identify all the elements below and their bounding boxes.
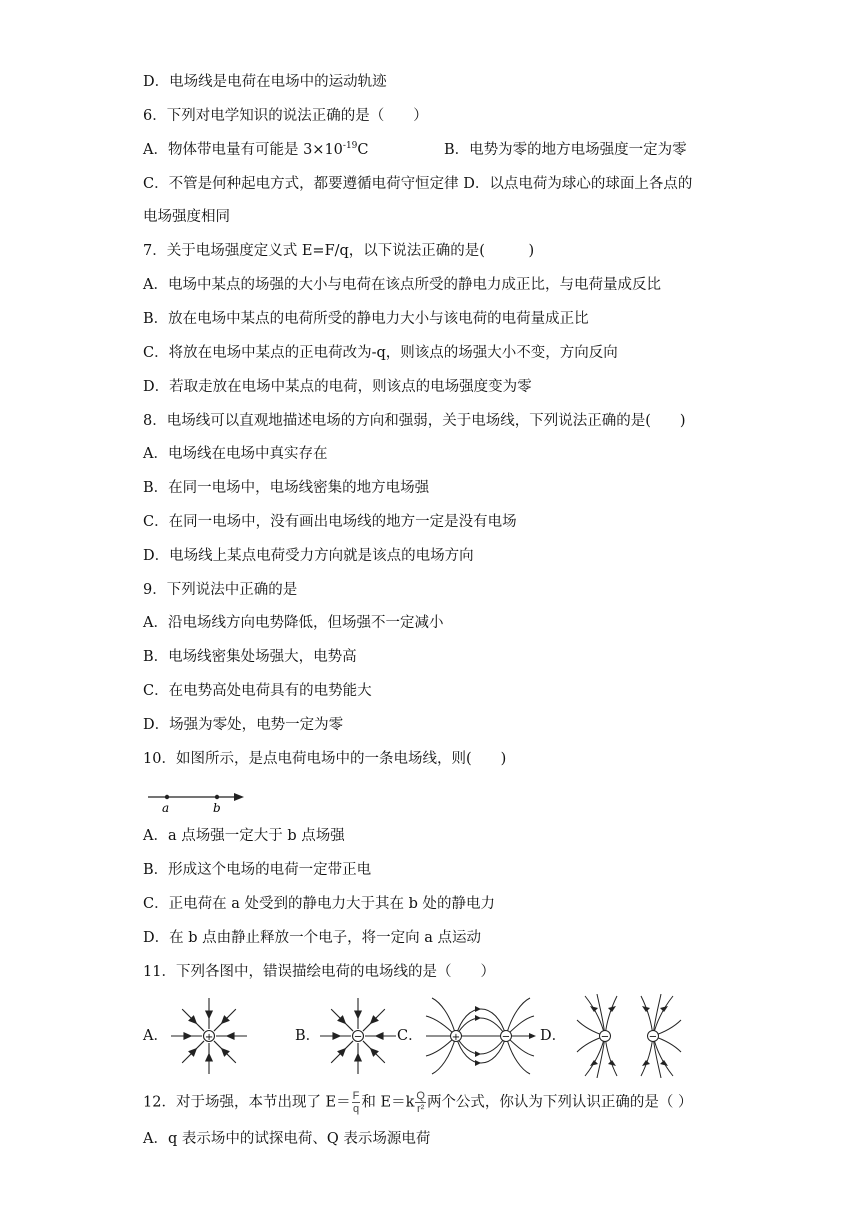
field-line-arrow bbox=[184, 1033, 191, 1039]
q12-text-2: 和 E＝k bbox=[361, 1094, 415, 1111]
formula-q-over-r2 bbox=[415, 1090, 426, 1115]
q8-option-c: C．在同一电场中，没有画出电场线的地方一定是没有电场 bbox=[143, 514, 517, 530]
q8-stem: 8．电场线可以直观地描述电场的方向和强弱，关于电场线，下列说法正确的是( ) bbox=[143, 413, 686, 429]
negative-charge-sign: − bbox=[353, 1031, 363, 1043]
charge-1-minus-sign: − bbox=[600, 1031, 610, 1043]
formula-f-over-q-denominator: q bbox=[352, 1103, 360, 1115]
q8-option-b: B．在同一电场中，电场线密集的地方电场强 bbox=[143, 480, 430, 496]
q6a-text: A．物体带电量有可能是 3×10 bbox=[143, 142, 343, 158]
q9-option-b: B．电场线密集处场强大，电势高 bbox=[143, 649, 357, 665]
q11-label-c: C． bbox=[397, 1028, 423, 1044]
q8-option-d: D．电场线上某点电荷受力方向就是该点的电场方向 bbox=[143, 548, 474, 564]
q12-text-1: 12．对于场强，本节出现了 E＝ bbox=[143, 1094, 351, 1111]
q5-option-d: D．电场线是电荷在电场中的运动轨迹 bbox=[143, 74, 387, 90]
q7-option-a: A．电场中某点的场强的大小与电荷在该点所受的静电力成正比，与电荷量成反比 bbox=[143, 277, 661, 293]
dipole-plus-sign: + bbox=[451, 1031, 461, 1043]
q11-figure-c bbox=[420, 994, 538, 1078]
q10-option-a: A．a 点场强一定大于 b 点场强 bbox=[143, 828, 345, 844]
field-line-arrow bbox=[355, 1054, 361, 1061]
q9-option-d: D．场强为零处，电势一定为零 bbox=[143, 717, 344, 733]
q10-option-d: D．在 b 点由静止释放一个电子，将一定向 a 点运动 bbox=[143, 930, 481, 946]
field-line-arrow bbox=[355, 1011, 361, 1018]
formula-q-over-r2-denominator: r² bbox=[416, 1103, 425, 1115]
q6a-exponent: -19 bbox=[342, 141, 358, 152]
q12-text-3: 两个公式，你认为下列认识正确的是（ ） bbox=[426, 1094, 693, 1111]
charge-2-minus-sign: − bbox=[648, 1031, 658, 1043]
field-line-arrow bbox=[376, 1033, 383, 1039]
point-a-label: a bbox=[162, 801, 170, 815]
q6-option-d-cont: 电场强度相同 bbox=[143, 209, 230, 225]
q11-label-a: A． bbox=[143, 1028, 168, 1044]
q12-stem bbox=[143, 1090, 693, 1115]
q7-stem: 7．关于电场强度定义式 E=F/q，以下说法正确的是( ) bbox=[143, 243, 535, 259]
q6-option-b: B．电势为零的地方电场强度一定为零 bbox=[444, 142, 687, 158]
q6-option-a bbox=[143, 140, 369, 160]
q12-option-a: A．q 表示场中的试探电荷、Q 表示场源电荷 bbox=[143, 1131, 431, 1147]
field-line-arrow bbox=[227, 1033, 234, 1039]
q11-figure-b bbox=[316, 994, 400, 1078]
q10-stem: 10．如图所示，是点电荷电场中的一条电场线，则( ) bbox=[143, 751, 507, 767]
field-line-arrow bbox=[206, 1054, 212, 1061]
q11-label-b: B． bbox=[295, 1028, 321, 1044]
q9-stem: 9．下列说法中正确的是 bbox=[143, 582, 298, 598]
point-b-label: b bbox=[213, 801, 221, 815]
q7-option-c: C．将放在电场中某点的正电荷改为-q，则该点的场强大小不变，方向反向 bbox=[143, 345, 618, 361]
positive-charge-sign: + bbox=[204, 1031, 214, 1043]
q11-figure-d bbox=[575, 994, 683, 1078]
q11-figure-a bbox=[167, 994, 251, 1078]
field-line-arrow bbox=[206, 1011, 212, 1018]
formula-q-over-r2-numerator: Q bbox=[416, 1090, 425, 1102]
q7-option-b: B．放在电场中某点的电荷所受的静电力大小与该电荷的电荷量成正比 bbox=[143, 311, 589, 327]
formula-f-over-q-numerator: F bbox=[352, 1090, 360, 1102]
q9-option-c: C．在电势高处电荷具有的电势能大 bbox=[143, 683, 372, 699]
q8-option-a: A．电场线在电场中真实存在 bbox=[143, 446, 328, 462]
q7-option-d: D．若取走放在电场中某点的电荷，则该点的电场强度变为零 bbox=[143, 379, 532, 395]
q10-option-c: C．正电荷在 a 处受到的静电力大于其在 b 处的静电力 bbox=[143, 896, 495, 912]
q11-label-d: D． bbox=[540, 1028, 567, 1044]
formula-f-over-q bbox=[352, 1090, 361, 1115]
q10-option-b: B．形成这个电场的电荷一定带正电 bbox=[143, 862, 372, 878]
q10-field-line-figure bbox=[146, 788, 256, 818]
field-line-arrow bbox=[333, 1033, 340, 1039]
q6-option-cd: C．不管是何种起电方式，都要遵循电荷守恒定律 D．以点电荷为球心的球面上各点的 bbox=[143, 176, 693, 192]
q6a-unit: C bbox=[357, 142, 369, 158]
dipole-minus-sign: − bbox=[501, 1031, 511, 1043]
q9-option-a: A．沿电场线方向电势降低，但场强不一定减小 bbox=[143, 615, 444, 631]
q6-stem: 6．下列对电学知识的说法正确的是（ ） bbox=[143, 108, 428, 124]
q11-stem: 11．下列各图中，错误描绘电荷的电场线的是（ ） bbox=[143, 964, 495, 980]
